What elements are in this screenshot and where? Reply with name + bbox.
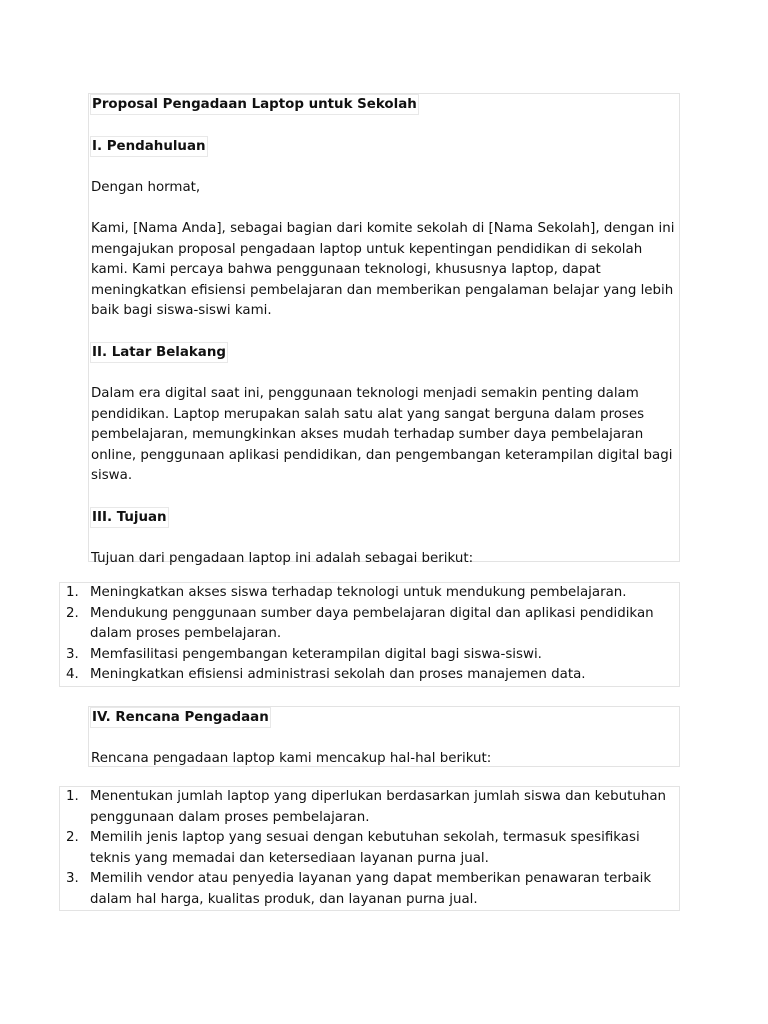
greeting-text: Dengan hormat, — [91, 180, 201, 195]
list-number: 1. — [66, 585, 79, 600]
section-heading-tujuan: III. Tujuan — [90, 507, 169, 528]
list-item-text: Memilih jenis laptop yang sesuai dengan kebutuhan sekolah, termasuk spesifikasi teknis yang memadai dan ketersediaan layanan purna jual. — [90, 830, 640, 866]
section-heading-latar-belakang: II. Latar Belakang — [90, 342, 228, 363]
list-item-text: Mendukung penggunaan sumber daya pembelajaran digital dan aplikasi pendidikan dalam proses pembelajaran. — [90, 605, 654, 641]
list-item-text: Meningkatkan akses siswa terhadap teknologi untuk mendukung pembelajaran. — [90, 585, 627, 600]
pendahuluan-paragraph: Kami, [Nama Anda], sebagai bagian dari komite sekolah di [Nama Sekolah], dengan ini mengajukan proposal pengadaan laptop untuk kepentingan pendidikan di sekolah kami. Kami percaya bahwa penggunaan teknologi, khususnya laptop, dapat meningkatkan efisiensi pembelajaran dan memberikan pengalaman belajar yang lebih baik bagi siswa-siswi kami. — [91, 221, 675, 318]
list-number: 3. — [66, 646, 79, 662]
list-item — [60, 665, 679, 686]
list-item — [60, 583, 679, 604]
list-item-text: Memilih vendor atau penyedia layanan yang dapat memberikan penawaran terbaik dalam hal harga, kualitas produk, dan layanan purna jual. — [90, 871, 652, 907]
list-item — [60, 869, 679, 910]
section-heading-pendahuluan: I. Pendahuluan — [90, 136, 208, 157]
rencana-list — [60, 787, 679, 910]
list-number: 2. — [66, 830, 79, 845]
list-item — [60, 828, 679, 869]
list-number: 4. — [66, 667, 79, 682]
list-item — [60, 604, 679, 645]
list-number: 1. — [66, 789, 79, 804]
list-number: 2. — [66, 605, 79, 621]
rencana-list-block — [59, 786, 680, 911]
list-item — [60, 645, 679, 666]
tujuan-list-block — [59, 582, 680, 687]
list-item-text: Meningkatkan efisiensi administrasi sekolah dan proses manajemen data. — [90, 667, 586, 682]
rencana-intro: Rencana pengadaan laptop kami mencakup hal-hal berikut: — [91, 751, 492, 766]
list-number: 3. — [66, 871, 79, 886]
section-heading-rencana-pengadaan: IV. Rencana Pengadaan — [90, 707, 271, 728]
list-item-text: Menentukan jumlah laptop yang diperlukan berdasarkan jumlah siswa dan kebutuhan penggunaan dalam proses pembelajaran. — [90, 789, 667, 825]
document-text-block-2 — [88, 706, 680, 767]
document-title: Proposal Pengadaan Laptop untuk Sekolah — [90, 94, 419, 115]
tujuan-intro: Tujuan dari pengadaan laptop ini adalah sebagai berikut: — [91, 551, 474, 566]
list-item-text: Memfasilitasi pengembangan keterampilan digital bagi siswa-siswi. — [90, 646, 542, 662]
list-item — [60, 787, 679, 828]
document-text-block-1 — [88, 93, 680, 566]
latar-belakang-paragraph: Dalam era digital saat ini, penggunaan teknologi menjadi semakin penting dalam pendidikan. Laptop merupakan salah satu alat yang sangat berguna dalam proses pembelajaran, memungkinkan akses mudah terhadap sumber daya pembelajaran online, penggunaan aplikasi pendidikan, dan pengembangan keterampilan digital bagi siswa. — [91, 386, 673, 483]
tujuan-list — [60, 583, 679, 686]
